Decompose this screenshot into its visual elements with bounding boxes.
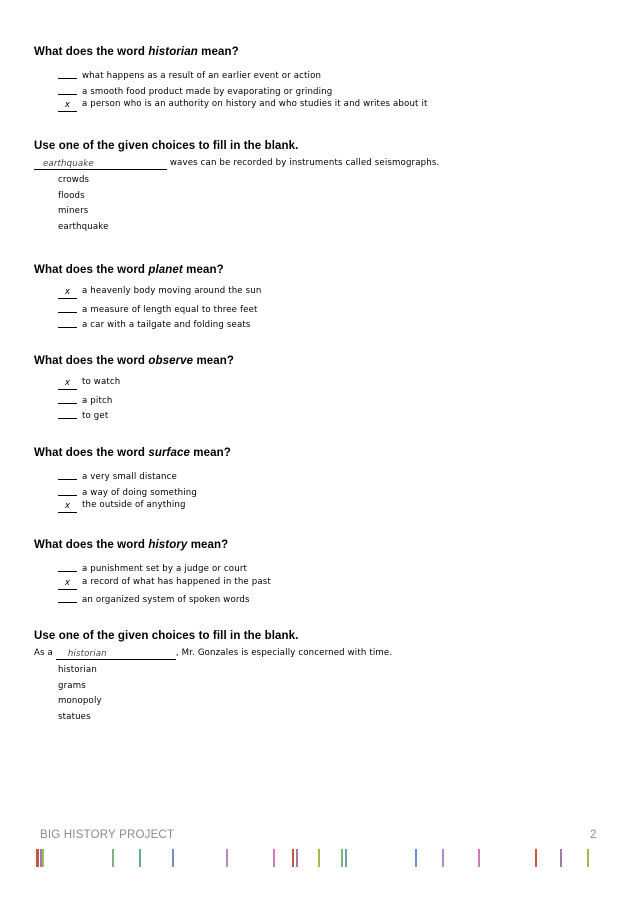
answer-blank[interactable]: [58, 591, 77, 603]
fill-question-2: [34, 628, 624, 726]
fill-question-1: [34, 138, 624, 236]
option[interactable]: x to watch: [34, 375, 624, 391]
answer-blank[interactable]: [58, 392, 77, 404]
option[interactable]: to get: [34, 406, 624, 422]
answer-blank[interactable]: [58, 83, 77, 95]
footer-bar: [345, 849, 347, 867]
option[interactable]: a way of doing something: [34, 483, 624, 499]
question-historian: [34, 44, 624, 113]
footer-bar: [341, 849, 343, 867]
option[interactable]: x a record of what has happened in the past: [34, 575, 624, 591]
fill-sentence: As a historian , Mr. Gonzales is especially concerned with time.: [34, 648, 393, 659]
choice: grams: [58, 680, 86, 691]
footer-bar: [42, 849, 44, 867]
choice: floods: [58, 190, 85, 201]
footer-bar: [478, 849, 480, 867]
answer-blank[interactable]: [58, 468, 77, 480]
question-observe: [34, 353, 624, 422]
option[interactable]: x the outside of anything: [34, 498, 624, 514]
question-planet: [34, 262, 624, 331]
question-title: What does the word history mean?: [34, 539, 229, 551]
answer-blank[interactable]: [58, 484, 77, 496]
option[interactable]: a car with a tailgate and folding seats: [34, 315, 624, 331]
question-title: What does the word planet mean?: [34, 264, 224, 276]
footer-bar: [112, 849, 114, 867]
option[interactable]: what happens as a result of an earlier event or action: [34, 66, 624, 82]
footer-bar: [535, 849, 537, 867]
choice: statues: [58, 712, 91, 723]
choice: miners: [58, 206, 89, 217]
page-number: 2: [590, 829, 597, 841]
option[interactable]: x a person who is an authority on history and who studies it and writes about it: [34, 97, 624, 113]
question-title: What does the word observe mean?: [34, 355, 235, 367]
answer-blank[interactable]: x: [58, 501, 77, 513]
answer-blank[interactable]: [58, 301, 77, 313]
option[interactable]: a very small distance: [34, 467, 624, 483]
question-title: Use one of the given choices to fill in the blank.: [34, 630, 299, 642]
option[interactable]: an organized system of spoken words: [34, 590, 624, 606]
footer-bar: [292, 849, 294, 867]
fill-blank[interactable]: historian: [56, 649, 176, 660]
footer-bar: [36, 849, 39, 867]
answer-blank[interactable]: x: [58, 100, 77, 112]
footer-color-bars: [0, 849, 638, 867]
question-title: Use one of the given choices to fill in the blank.: [34, 140, 299, 152]
question-surface: [34, 445, 624, 514]
option[interactable]: a punishment set by a judge or court: [34, 559, 624, 575]
answer-blank[interactable]: [58, 316, 77, 328]
option[interactable]: x a heavenly body moving around the sun: [34, 284, 624, 300]
fill-sentence: earthquake waves can be recorded by instruments called seismographs.: [34, 156, 624, 171]
option[interactable]: a measure of length equal to three feet: [34, 300, 624, 316]
footer-bar: [442, 849, 444, 867]
footer-bar: [172, 849, 174, 867]
choice: crowds: [58, 175, 90, 185]
answer-blank[interactable]: x: [58, 578, 77, 590]
answer-blank[interactable]: x: [58, 378, 77, 390]
choice: historian: [58, 665, 97, 675]
option[interactable]: a pitch: [34, 391, 624, 407]
answer-blank[interactable]: [58, 67, 77, 79]
answer-blank[interactable]: x: [58, 287, 77, 299]
footer-brand: BIG HISTORY PROJECT: [40, 829, 175, 841]
question-title: What does the word historian mean?: [34, 46, 239, 58]
choice: monopoly: [58, 696, 102, 707]
footer-bar: [587, 849, 589, 867]
footer-bar: [139, 849, 141, 867]
footer-bar: [296, 849, 298, 867]
footer-bar: [226, 849, 228, 867]
question-title: What does the word surface mean?: [34, 447, 231, 459]
fill-blank[interactable]: earthquake: [34, 159, 167, 170]
question-history: [34, 537, 624, 606]
option[interactable]: a smooth food product made by evaporating or grinding: [34, 82, 624, 98]
footer-bar: [273, 849, 275, 867]
choice: earthquake: [58, 222, 109, 233]
answer-blank[interactable]: [58, 560, 77, 572]
answer-blank[interactable]: [58, 407, 77, 419]
footer-bar: [318, 849, 320, 867]
footer-bar: [560, 849, 562, 867]
footer-bar: [415, 849, 417, 867]
